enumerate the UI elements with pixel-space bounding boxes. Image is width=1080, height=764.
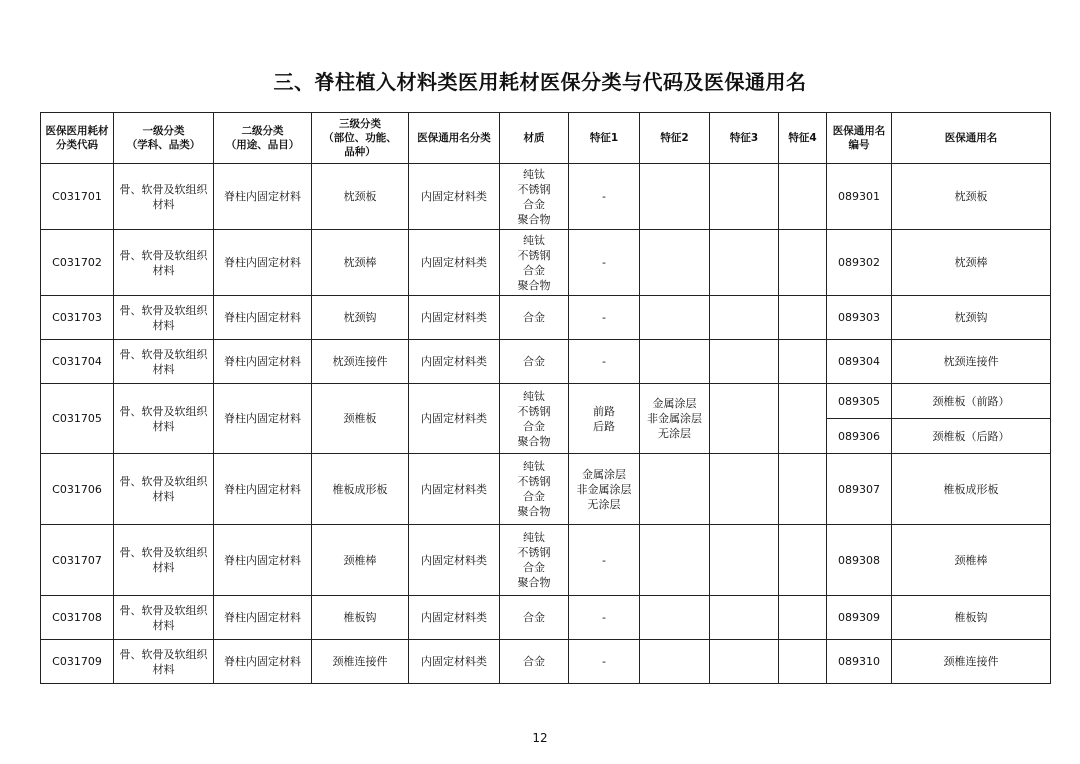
feature4-cell	[779, 596, 827, 640]
material-cell: 纯钛 不锈钢 合金 聚合物	[500, 454, 569, 525]
feature1-cell: -	[569, 640, 640, 684]
header-cell: 材质	[500, 113, 569, 164]
code-number-cell: 089308	[827, 525, 892, 596]
level1-cell: 骨、软骨及软组织 材料	[114, 296, 214, 340]
level3-cell: 颈椎连接件	[312, 640, 409, 684]
material-cell: 纯钛 不锈钢 合金 聚合物	[500, 164, 569, 230]
category-cell: 内固定材料类	[409, 525, 500, 596]
header-cell: 二级分类 （用途、品目）	[214, 113, 312, 164]
code-cell: C031704	[41, 340, 114, 384]
level1-cell: 骨、软骨及软组织 材料	[114, 230, 214, 296]
level2-cell: 脊柱内固定材料	[214, 454, 312, 525]
feature2-cell	[640, 596, 710, 640]
code-number-cell: 089307	[827, 454, 892, 525]
generic-name-cell: 椎板钩	[892, 596, 1051, 640]
code-number-cell: 089306	[827, 419, 892, 454]
generic-name-cell: 颈椎连接件	[892, 640, 1051, 684]
feature1-cell: -	[569, 296, 640, 340]
header-cell: 医保通用名 编号	[827, 113, 892, 164]
code-cell: C031707	[41, 525, 114, 596]
feature2-cell	[640, 525, 710, 596]
code-cell: C031703	[41, 296, 114, 340]
material-cell: 合金	[500, 640, 569, 684]
classification-table	[40, 112, 1051, 684]
feature4-cell	[779, 296, 827, 340]
category-cell: 内固定材料类	[409, 640, 500, 684]
level3-cell: 颈椎棒	[312, 525, 409, 596]
level2-cell: 脊柱内固定材料	[214, 384, 312, 454]
feature4-cell	[779, 384, 827, 454]
feature3-cell	[710, 164, 779, 230]
feature3-cell	[710, 454, 779, 525]
page-title: 三、脊柱植入材料类医用耗材医保分类与代码及医保通用名	[273, 70, 807, 94]
feature4-cell	[779, 640, 827, 684]
feature3-cell	[710, 384, 779, 454]
level2-cell: 脊柱内固定材料	[214, 164, 312, 230]
level1-cell: 骨、软骨及软组织 材料	[114, 525, 214, 596]
level2-cell: 脊柱内固定材料	[214, 525, 312, 596]
feature3-cell	[710, 230, 779, 296]
material-cell: 纯钛 不锈钢 合金 聚合物	[500, 230, 569, 296]
table-row	[41, 164, 1051, 230]
table-row	[41, 640, 1051, 684]
header-cell: 特征2	[640, 113, 710, 164]
level1-cell: 骨、软骨及软组织 材料	[114, 164, 214, 230]
table-row	[41, 384, 1051, 419]
feature3-cell	[710, 525, 779, 596]
code-number-cell: 089310	[827, 640, 892, 684]
category-cell: 内固定材料类	[409, 164, 500, 230]
feature1-cell: -	[569, 230, 640, 296]
generic-name-cell: 枕颈棒	[892, 230, 1051, 296]
code-cell: C031705	[41, 384, 114, 454]
level2-cell: 脊柱内固定材料	[214, 230, 312, 296]
header-cell: 特征3	[710, 113, 779, 164]
material-cell: 合金	[500, 340, 569, 384]
generic-name-cell: 颈椎板（后路）	[892, 419, 1051, 454]
feature2-cell	[640, 164, 710, 230]
generic-name-cell: 椎板成形板	[892, 454, 1051, 525]
code-number-cell: 089303	[827, 296, 892, 340]
category-cell: 内固定材料类	[409, 596, 500, 640]
header-row	[41, 113, 1051, 164]
header-cell: 医保医用耗材 分类代码	[41, 113, 114, 164]
level3-cell: 椎板钩	[312, 596, 409, 640]
header-cell: 一级分类 （学科、品类）	[114, 113, 214, 164]
header-cell: 特征4	[779, 113, 827, 164]
code-number-cell: 089309	[827, 596, 892, 640]
generic-name-cell: 颈椎板（前路）	[892, 384, 1051, 419]
table-row	[41, 525, 1051, 596]
level3-cell: 颈椎板	[312, 384, 409, 454]
feature4-cell	[779, 525, 827, 596]
generic-name-cell: 枕颈连接件	[892, 340, 1051, 384]
header-cell: 三级分类 （部位、功能、 品种）	[312, 113, 409, 164]
level1-cell: 骨、软骨及软组织 材料	[114, 640, 214, 684]
header-cell: 医保通用名分类	[409, 113, 500, 164]
code-cell: C031706	[41, 454, 114, 525]
feature3-cell	[710, 640, 779, 684]
code-cell: C031708	[41, 596, 114, 640]
feature4-cell	[779, 230, 827, 296]
feature3-cell	[710, 596, 779, 640]
category-cell: 内固定材料类	[409, 454, 500, 525]
feature1-cell: -	[569, 596, 640, 640]
feature1-cell: -	[569, 525, 640, 596]
feature1-cell: -	[569, 164, 640, 230]
level2-cell: 脊柱内固定材料	[214, 640, 312, 684]
material-cell: 纯钛 不锈钢 合金 聚合物	[500, 384, 569, 454]
feature4-cell	[779, 454, 827, 525]
category-cell: 内固定材料类	[409, 340, 500, 384]
feature2-cell	[640, 230, 710, 296]
page-number: 12	[532, 731, 548, 745]
generic-name-cell: 枕颈板	[892, 164, 1051, 230]
level1-cell: 骨、软骨及软组织 材料	[114, 384, 214, 454]
feature2-cell	[640, 340, 710, 384]
code-number-cell: 089305	[827, 384, 892, 419]
feature2-cell: 金属涂层 非金属涂层 无涂层	[640, 384, 710, 454]
code-number-cell: 089304	[827, 340, 892, 384]
table-row	[41, 596, 1051, 640]
feature3-cell	[710, 296, 779, 340]
table-body	[41, 164, 1051, 684]
level3-cell: 枕颈棒	[312, 230, 409, 296]
code-cell: C031702	[41, 230, 114, 296]
level3-cell: 枕颈连接件	[312, 340, 409, 384]
level2-cell: 脊柱内固定材料	[214, 596, 312, 640]
feature1-cell: 金属涂层 非金属涂层 无涂层	[569, 454, 640, 525]
feature4-cell	[779, 164, 827, 230]
feature1-cell: 前路 后路	[569, 384, 640, 454]
table-row	[41, 454, 1051, 525]
material-cell: 合金	[500, 596, 569, 640]
material-cell: 纯钛 不锈钢 合金 聚合物	[500, 525, 569, 596]
level2-cell: 脊柱内固定材料	[214, 296, 312, 340]
category-cell: 内固定材料类	[409, 296, 500, 340]
feature4-cell	[779, 340, 827, 384]
generic-name-cell: 枕颈钩	[892, 296, 1051, 340]
level3-cell: 椎板成形板	[312, 454, 409, 525]
material-cell: 合金	[500, 296, 569, 340]
feature2-cell	[640, 640, 710, 684]
table-row	[41, 340, 1051, 384]
feature2-cell	[640, 454, 710, 525]
code-number-cell: 089302	[827, 230, 892, 296]
level1-cell: 骨、软骨及软组织 材料	[114, 454, 214, 525]
code-cell: C031709	[41, 640, 114, 684]
header-cell: 医保通用名	[892, 113, 1051, 164]
code-number-cell: 089301	[827, 164, 892, 230]
feature2-cell	[640, 296, 710, 340]
feature1-cell: -	[569, 340, 640, 384]
table-row	[41, 230, 1051, 296]
header-cell: 特征1	[569, 113, 640, 164]
code-cell: C031701	[41, 164, 114, 230]
level1-cell: 骨、软骨及软组织 材料	[114, 340, 214, 384]
level3-cell: 枕颈板	[312, 164, 409, 230]
feature3-cell	[710, 340, 779, 384]
generic-name-cell: 颈椎棒	[892, 525, 1051, 596]
category-cell: 内固定材料类	[409, 230, 500, 296]
table-row	[41, 296, 1051, 340]
level1-cell: 骨、软骨及软组织 材料	[114, 596, 214, 640]
level3-cell: 枕颈钩	[312, 296, 409, 340]
category-cell: 内固定材料类	[409, 384, 500, 454]
level2-cell: 脊柱内固定材料	[214, 340, 312, 384]
